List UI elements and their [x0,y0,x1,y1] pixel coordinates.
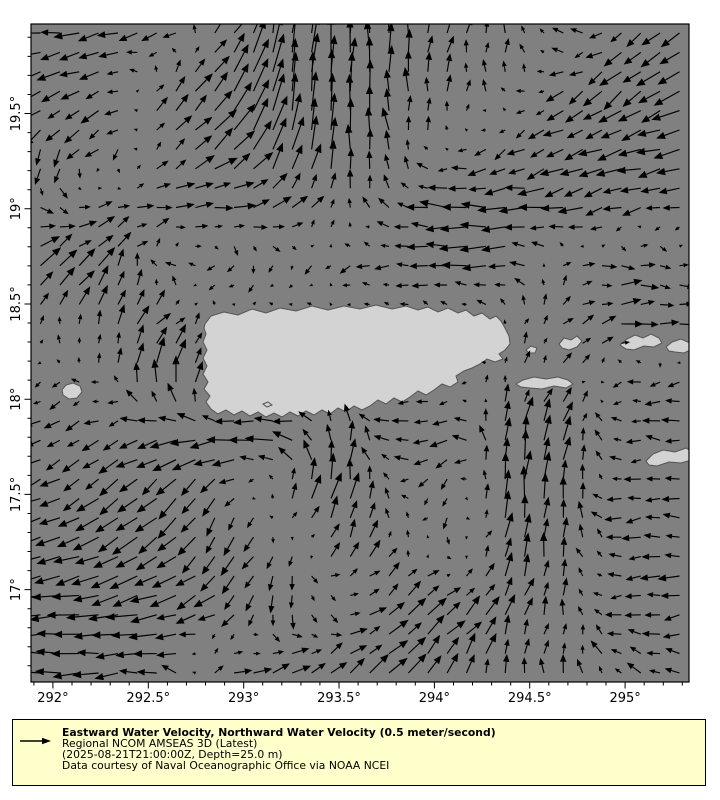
legend-attribution: Data courtesy of Naval Oceanographic Office via NOAA NCEI [62,759,390,773]
x-tick-label: 292.5° [126,691,171,706]
y-tick-label: 17° [9,578,24,602]
x-tick-label: 294.5° [507,691,552,706]
reference-arrow-wrap [13,720,62,751]
x-tick-label: 294° [418,691,451,706]
legend-text [62,720,496,771]
legend-box [12,719,706,786]
x-tick-label: 293.5° [317,691,361,706]
reference-arrow-icon [18,735,54,747]
legend-timestamp: (2025-08-21T21:00:00Z, Depth=25.0 m) [62,748,283,762]
y-tick-label: 18.5° [9,286,24,322]
plot-area [11,0,696,682]
y-tick-label: 17.5° [9,476,24,513]
legend-title: Eastward Water Velocity, Northward Water Velocity (0.5 meter/second) [62,726,496,739]
y-tick-label: 19° [9,197,24,221]
y-tick-label: 18° [9,387,24,411]
legend-model: Regional NCOM AMSEAS 3D (Latest) [62,737,258,751]
x-tick-label: 293° [227,691,260,706]
y-tick-label: 19.5° [9,95,24,132]
x-tick-label: 295° [609,691,641,706]
x-tick-label: 292° [37,691,69,706]
